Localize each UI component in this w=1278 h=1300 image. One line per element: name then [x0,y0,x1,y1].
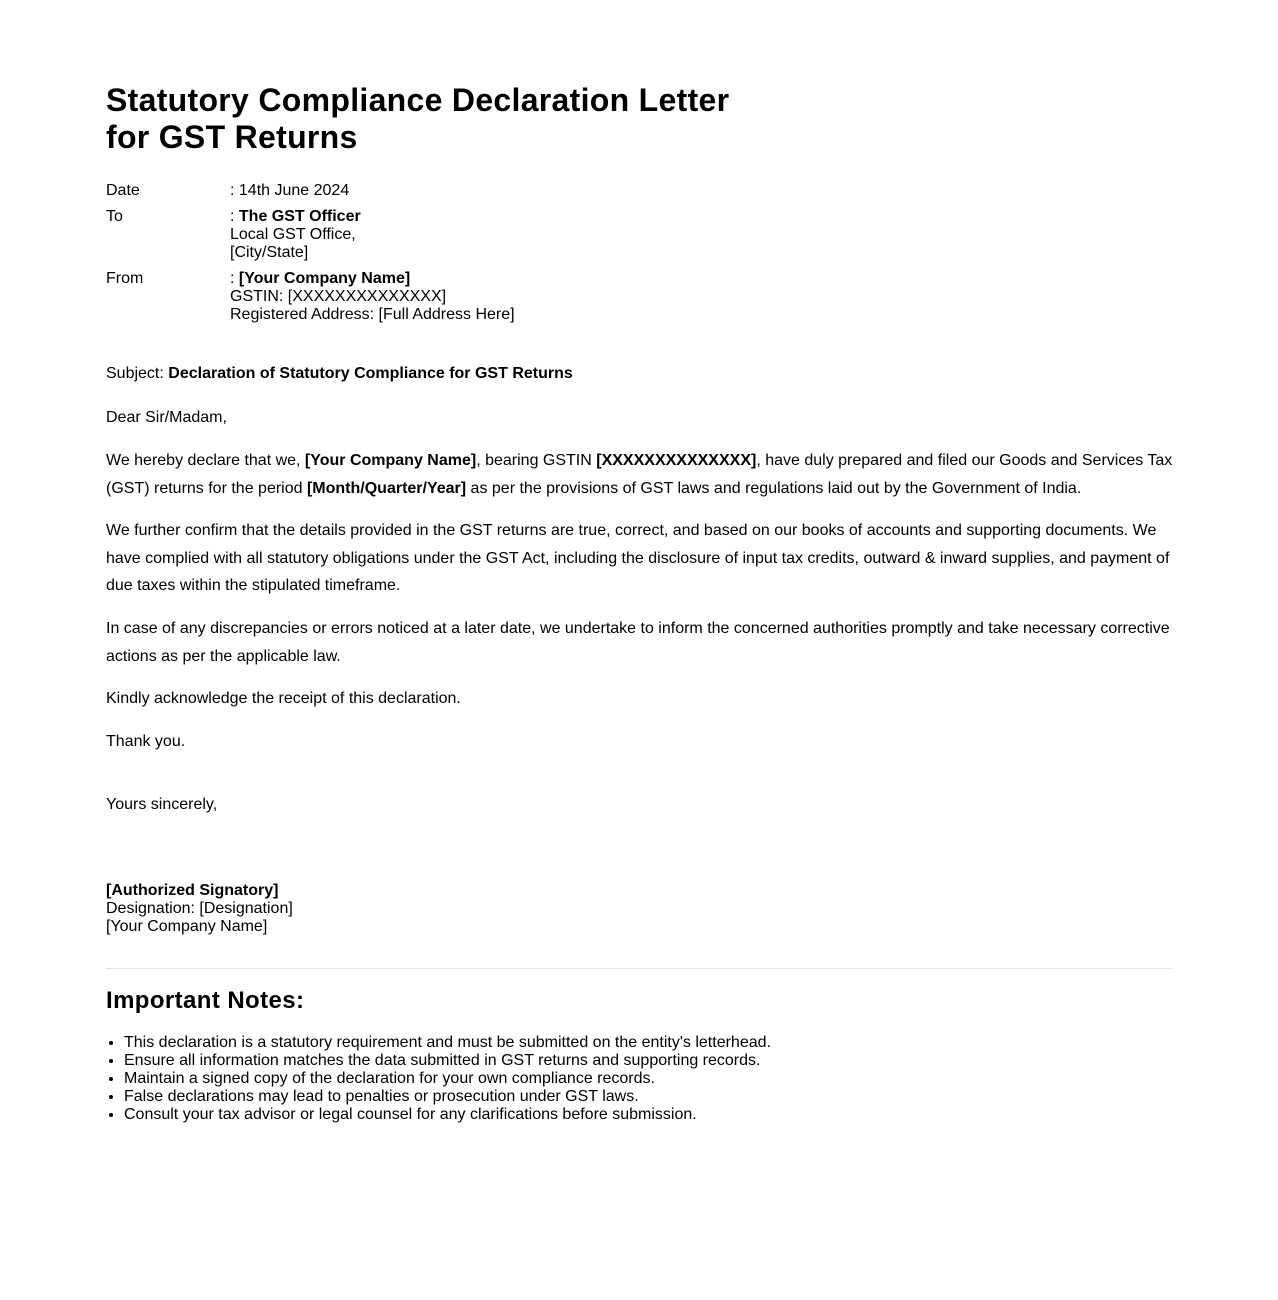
paragraph-1 [106,447,1176,502]
list-item: • Maintain a signed copy of the declaration for your own compliance records. [124,1070,771,1088]
meta-to-name: The GST Officer [238,208,361,225]
list-item: • Ensure all information matches the data submitted in GST returns and supporting records. [124,1052,771,1070]
subject-text: Declaration of Statutory Compliance for GST Returns [168,365,573,382]
paragraph-5: Thank you. [106,733,186,750]
document-title [106,82,1172,156]
closing: Yours sincerely, [106,796,218,813]
list-item: • Consult your tax advisor or legal counsel for any clarifications before submission. [124,1106,771,1124]
meta-to-line3: [City/State] [230,244,309,261]
signatory-name: [Authorized Signatory] [106,882,279,899]
p1-text-3: , have duly prepared and filed our Goods and Services Tax (GST) returns for the period [106,452,1173,497]
p1-period: [Month/Quarter/Year] [306,479,467,497]
p1-text-2: , bearing GSTIN [476,452,597,469]
title-line-1: Statutory Compliance Declaration Letter [106,82,730,118]
paragraph-2: We further confirm that the details provided in the GST returns are true, correct, and based on our books of accounts and supporting documents. We have complied with all statutory obligations under the GST Act, including the disclosure of input tax credits, outward & inward supplies, and payment of due taxes within the stipulated timeframe. [106,522,1170,594]
subject-line [106,360,1176,388]
meta-from-line3: Registered Address: [Full Address Here] [230,306,515,323]
p1-company-name: [Your Company Name] [304,452,477,469]
salutation: Dear Sir/Madam, [106,409,227,426]
meta-to-value [230,208,361,262]
meta-from-value [230,270,515,324]
subject-label: Subject: [106,365,169,382]
list-item: • False declarations may lead to penalties or prosecution under GST laws. [124,1088,771,1106]
section-divider [106,968,1172,969]
p1-text-4: as per the provisions of GST laws and regulations laid out by the Government of India. [466,479,1082,497]
meta-from-line2: GSTIN: [XXXXXXXXXXXXXX] [230,288,447,305]
p1-text-1: We hereby declare that we, [106,452,305,469]
title-line-2: for GST Returns [106,119,358,155]
meta-from-prefix: : [230,270,239,287]
signatory-designation: Designation: [Designation] [106,900,293,917]
letter-content [106,82,1173,1123]
paragraph-4: Kindly acknowledge the receipt of this declaration. [106,690,461,707]
meta-to-line2: Local GST Office, [230,226,356,243]
meta-from-name: [Your Company Name] [238,270,411,287]
signatory-company: [Your Company Name] [106,918,268,935]
signature-block [106,882,293,936]
meta-to-label: To [106,208,123,225]
meta-date-value: : 14th June 2024 [230,182,350,199]
list-item: • This declaration is a statutory requirement and must be submitted on the entity's letterhead. [124,1034,771,1052]
meta-to-prefix: : [230,208,239,225]
p1-gstin: [XXXXXXXXXXXXXX] [596,452,757,469]
meta-from-label: From [106,270,144,287]
notes-list [106,1034,771,1124]
meta-date-label: Date [106,182,140,199]
paragraph-3: In case of any discrepancies or errors noticed at a later date, we undertake to inform the concerned authorities promptly and take necessary corrective actions as per the applicable law. [106,620,1170,665]
notes-title: Important Notes: [106,987,305,1014]
